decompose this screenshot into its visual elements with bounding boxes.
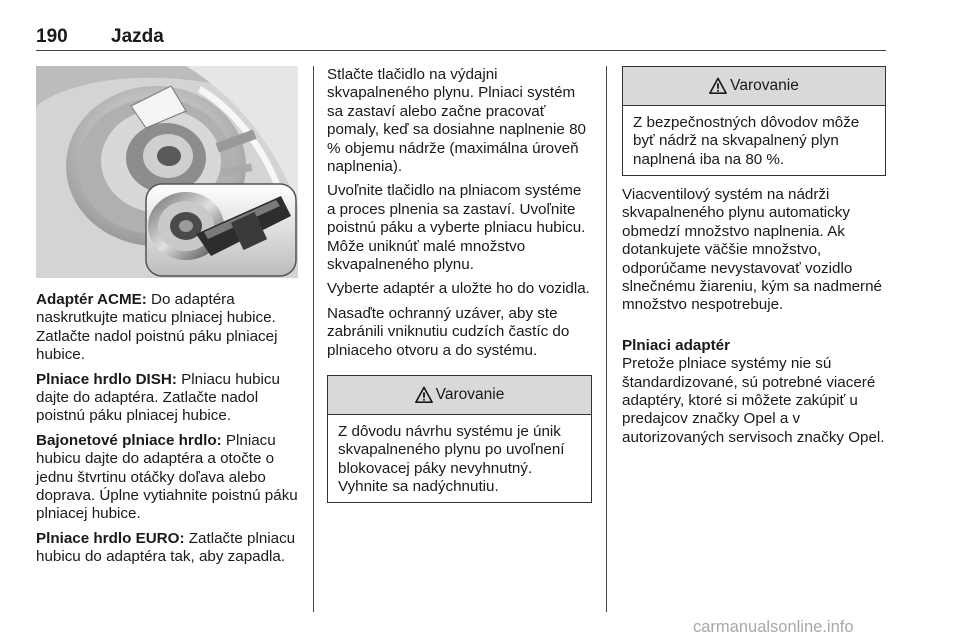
column-divider-2 [606,66,607,612]
filler-adapter-drawing [36,66,298,278]
paragraph: Uvoľnite tlačidlo na plniacom systéme a proces plnenia sa zastaví. Uvoľnite poistnú páku a vyberte plniacu hubicu. Môže uniknúť malé množstvo skvapalneného plynu. [327,182,586,274]
warning-triangle-icon [415,386,433,404]
adapter-euro-text: Zatlačte plniacu hubicu do adaptéra tak, aby zapadla. [36,529,296,566]
warning-title: Varovanie [435,386,505,403]
adapter-bayonet-label: Bajonetové plniace hrdlo: [36,431,222,449]
adapter-acme-label: Adaptér ACME: [36,291,147,308]
adapter-dish-paragraph [36,371,304,426]
warning-title: Varovanie [730,77,799,94]
column-3-text [622,186,886,453]
adapter-dish-label: Plniace hrdlo DISH: [36,370,177,388]
warning-box-fill-limit [622,66,886,176]
adapter-dish-text: Plniacu hubicu dajte do adaptéra. Zatlačte nadol poistnú páku plniacej hubice. [36,370,280,425]
warning-text: Z bezpečnostných dôvodov môže byť nádrž na skvapalnený plyn naplnená iba na 80 %. [633,114,860,168]
paragraph: Vyberte adaptér a uložte ho do vozidla. [327,280,590,298]
adapter-acme-paragraph [36,291,304,365]
paragraph: Stlačte tlačidlo na výdajni skvapalneného plynu. Plniaci systém sa zastaví alebo začne pracovať pomaly, keď sa dosiahne naplnenie 80 % objemu nádrže (maximálna úroveň naplnenia). [327,66,586,176]
header-rule [36,50,886,51]
adapter-acme-text: Do adaptéra naskrutkujte maticu plniacej hubice. Zatlačte nadol poistnú páku plniacej hubice. [36,291,278,364]
warning-triangle-icon [709,77,727,95]
warning-box-leak [327,375,592,503]
adapter-bayonet-paragraph [36,432,304,524]
section-title: Jazda [111,26,164,47]
filler-adapter-illustration [36,66,298,278]
page-number: 190 [36,26,68,47]
section-heading: Plniaci adaptér [622,336,731,354]
paragraph: Viacventilový systém na nádrži skvapalneného plynu automaticky obmedzí množstvo naplnenia. Ak dotankujete väčšie množstvo, odporúčame nevystavovať vozidlo slnečnému žiareniu, kým sa nadmerné množstvo nespotrebuje. [622,186,882,314]
column-2-text [327,66,593,366]
column-divider-1 [313,66,314,612]
page-header [36,26,886,52]
column-1-text [36,291,304,573]
warning-header [328,376,591,415]
adapter-bayonet-text: Plniacu hubicu dajte do adaptéra a otočte o jednu štvrtinu otáčky doľava alebo doprava. Úplne vytiahnite poistnú páku plniacej hubice. [36,431,298,523]
warning-text: Z dôvodu návrhu systému je únik skvapalneného plynu po uvoľnení blokovacej páky nevyhnutný. Vyhnite sa nadýchnutiu. [338,423,565,496]
paragraph: Nasaďte ochranný uzáver, aby ste zabránili vniknutiu cudzích častíc do plniaceho otvoru a do systému. [327,304,570,359]
paragraph: Pretože plniace systémy nie sú štandardizované, sú potrebné viaceré adaptéry, ktoré si môžete zakúpiť u predajcov značky Opel a v autorizovaných servisoch značky Opel. [622,355,885,446]
adapter-euro-paragraph [36,530,304,567]
adapter-euro-label: Plniace hrdlo EURO: [36,529,185,547]
warning-header [623,67,885,106]
watermark: carmanualsonline.info [693,618,854,636]
